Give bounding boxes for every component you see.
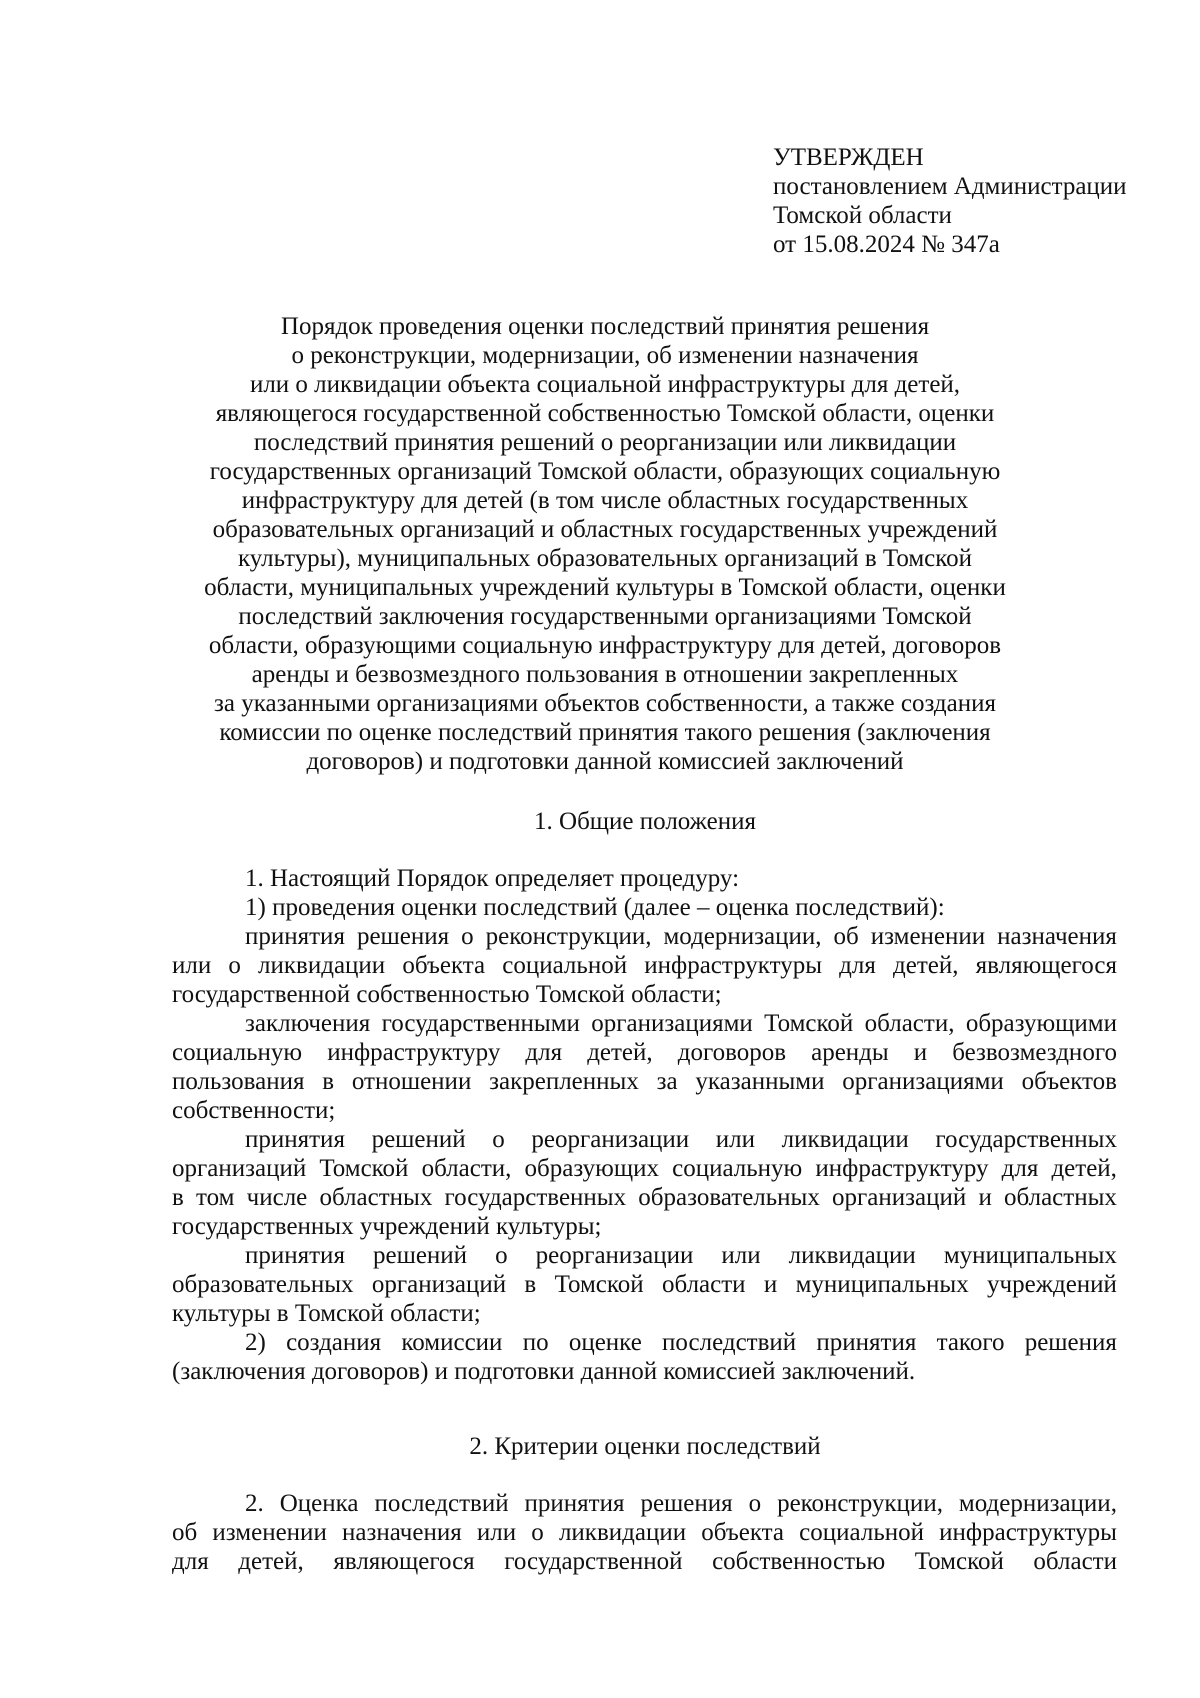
- word: решения: [640, 1490, 733, 1517]
- paragraph-line: [172, 1038, 1117, 1067]
- title-line: договоров) и подготовки данной комиссией заключений: [306, 748, 904, 775]
- word: закрепленных: [489, 1068, 639, 1095]
- word: образующих: [524, 1155, 659, 1182]
- word: в: [322, 1068, 335, 1095]
- word: принятия: [245, 1242, 345, 1269]
- word: модернизации,: [663, 923, 822, 950]
- title-line: о реконструкции, модернизации, об изменении назначения: [291, 342, 919, 369]
- word: областных: [319, 1184, 433, 1211]
- word: для: [1001, 1155, 1039, 1182]
- word: организаций: [832, 1184, 967, 1211]
- section-2-heading: 2. Критерии оценки последствий: [469, 1433, 821, 1460]
- word: образующими: [965, 1010, 1117, 1037]
- word: ликвидации: [558, 1519, 687, 1546]
- word: договоров: [677, 1039, 787, 1066]
- word: создания: [286, 1329, 382, 1356]
- title-line: области, муниципальных учреждений культуры в Томской области, оценки: [204, 574, 1006, 601]
- word: реорганизации: [535, 1242, 694, 1269]
- paragraph-line: государственных учреждений культуры;: [172, 1213, 602, 1240]
- word: и: [978, 1184, 992, 1211]
- paragraph-line: государственной собственностью Томской области;: [172, 981, 722, 1008]
- word: являющегося: [975, 952, 1117, 979]
- word: являющегося: [333, 1548, 475, 1575]
- word: Оценка: [279, 1490, 359, 1517]
- word: 2): [245, 1329, 266, 1356]
- word: в: [524, 1271, 537, 1298]
- word: социальной: [799, 1519, 924, 1546]
- paragraph-line: 1. Настоящий Порядок определяет процедуру:: [245, 865, 740, 892]
- word: образовательных: [638, 1184, 820, 1211]
- title-line: или о ликвидации объекта социальной инфраструктуры для детей,: [249, 371, 961, 398]
- word: указанными: [695, 1068, 825, 1095]
- approval-issuer: постановлением Администрации: [773, 173, 1127, 200]
- word: принятия: [245, 923, 345, 950]
- word: или: [715, 1126, 756, 1153]
- word: инфраструктуру: [815, 1155, 989, 1182]
- word: детей,: [238, 1548, 304, 1575]
- word: решений: [372, 1242, 468, 1269]
- paragraph-line: культуры в Томской области;: [172, 1300, 481, 1327]
- word: детей,: [587, 1039, 653, 1066]
- word: организациями: [842, 1068, 1004, 1095]
- word: такого: [936, 1329, 1005, 1356]
- word: муниципальных: [795, 1271, 969, 1298]
- word: Томской: [319, 1155, 409, 1182]
- paragraph-line: [172, 1489, 1117, 1518]
- word: принятия: [816, 1329, 917, 1356]
- word: Томской: [554, 1271, 644, 1298]
- section-2-body: [172, 1489, 1117, 1576]
- word: оценке: [568, 1329, 642, 1356]
- word: принятия: [524, 1490, 625, 1517]
- word: о: [228, 952, 241, 979]
- title-line: комиссии по оценке последствий принятия такого решения (заключения: [219, 719, 991, 746]
- word: образовательных: [172, 1271, 354, 1298]
- word: организаций: [371, 1271, 507, 1298]
- word: инфраструктуру: [327, 1039, 501, 1066]
- section-1-body: [172, 864, 1117, 1386]
- word: в: [172, 1184, 184, 1211]
- paragraph-line: [172, 1067, 1117, 1096]
- word: комиссии: [401, 1329, 503, 1356]
- word: реконструкции,: [485, 923, 652, 950]
- word: о: [748, 1490, 762, 1517]
- word: о: [531, 1519, 544, 1546]
- paragraph-line: [172, 1328, 1117, 1357]
- word: о: [461, 923, 474, 950]
- word: принятия: [245, 1126, 345, 1153]
- word: последствий: [374, 1490, 509, 1517]
- paragraph-line: [172, 922, 1117, 951]
- word: государственных: [935, 1126, 1117, 1153]
- word: решения: [1024, 1329, 1117, 1356]
- word: муниципальных: [943, 1242, 1117, 1269]
- paragraph-line: [172, 1270, 1117, 1299]
- paragraph-line: [172, 1154, 1117, 1183]
- word: области,: [864, 1010, 955, 1037]
- word: безвозмездного: [952, 1039, 1117, 1066]
- word: объекта: [701, 1519, 785, 1546]
- paragraph-line: 1) проведения оценки последствий (далее – оценка последствий):: [245, 894, 945, 921]
- word: назначения: [341, 1519, 462, 1546]
- paragraph-line: [172, 1547, 1117, 1576]
- word: решения: [356, 923, 450, 950]
- word: аренды: [811, 1039, 889, 1066]
- word: об: [833, 923, 859, 950]
- word: или: [476, 1519, 517, 1546]
- word: ликвидации: [781, 1126, 909, 1153]
- word: собственностью: [712, 1548, 886, 1575]
- title-line: области, образующими социальную инфраструктуру для детей, договоров: [208, 632, 1002, 659]
- word: детей,: [1051, 1155, 1117, 1182]
- approval-region: Томской области: [773, 202, 952, 229]
- approval-date-number: от 15.08.2024 № 347а: [773, 231, 1000, 258]
- word: по: [522, 1329, 549, 1356]
- word: том: [196, 1184, 235, 1211]
- word: социальную: [672, 1155, 803, 1182]
- word: о: [492, 1126, 505, 1153]
- word: социальной: [502, 952, 628, 979]
- word: реорганизации: [531, 1126, 690, 1153]
- word: заключения: [245, 1010, 371, 1037]
- word: 2.: [245, 1490, 264, 1517]
- word: области,: [421, 1155, 512, 1182]
- word: изменении: [212, 1519, 327, 1546]
- document-title: [180, 312, 1030, 776]
- word: и: [763, 1271, 778, 1298]
- word: об: [172, 1519, 198, 1546]
- title-line: являющегося государственной собственностью Томской области, оценки: [215, 400, 995, 427]
- word: области: [661, 1271, 746, 1298]
- word: ликвидации: [258, 952, 386, 979]
- paragraph-line: [172, 1241, 1117, 1270]
- title-line: последствий заключения государственными организациями Томской: [238, 603, 972, 630]
- word: решений: [371, 1126, 466, 1153]
- title-line: инфраструктуру для детей (в том числе областных государственных: [241, 487, 969, 514]
- title-line: аренды и безвозмездного пользования в отношении закрепленных: [251, 661, 959, 688]
- word: или: [172, 952, 212, 979]
- word: Томской: [914, 1548, 1004, 1575]
- word: организаций: [172, 1155, 307, 1182]
- word: для: [525, 1039, 563, 1066]
- word: объекта: [402, 952, 486, 979]
- word: инфраструктуры: [939, 1519, 1117, 1546]
- paragraph-line: [172, 951, 1117, 980]
- word: модернизации,: [958, 1490, 1117, 1517]
- approval-stamp: [773, 143, 1127, 259]
- word: изменении: [870, 923, 986, 950]
- paragraph-line: [172, 1518, 1117, 1547]
- paragraph-line: [172, 1009, 1117, 1038]
- word: о: [495, 1242, 508, 1269]
- title-line: образовательных организаций и областных государственных учреждений: [212, 516, 998, 543]
- word: и: [913, 1039, 928, 1066]
- word: организациями: [591, 1010, 753, 1037]
- paragraph-line: собственности;: [172, 1097, 336, 1124]
- word: детей,: [893, 952, 959, 979]
- title-line: последствий принятия решений о реорганизации или ликвидации: [253, 429, 957, 456]
- word: учреждений: [987, 1271, 1117, 1298]
- word: числе: [246, 1184, 308, 1211]
- paragraph-line: [172, 1125, 1117, 1154]
- word: государственными: [381, 1010, 580, 1037]
- word: для: [839, 952, 876, 979]
- word: инфраструктуры: [644, 952, 822, 979]
- word: для: [172, 1548, 209, 1575]
- title-line: Порядок проведения оценки последствий принятия решения: [280, 313, 930, 340]
- word: за: [656, 1068, 678, 1095]
- word: ликвидации: [788, 1242, 916, 1269]
- word: пользования: [172, 1068, 305, 1095]
- word: объектов: [1021, 1068, 1117, 1095]
- title-line: государственных организаций Томской области, образующих социальную: [209, 458, 1001, 485]
- word: последствий: [662, 1329, 797, 1356]
- word: области: [1033, 1548, 1117, 1575]
- word: государственных: [444, 1184, 627, 1211]
- word: социальную: [172, 1039, 303, 1066]
- approval-status: УТВЕРЖДЕН: [773, 144, 924, 171]
- word: назначения: [997, 923, 1117, 950]
- title-line: культуры), муниципальных образовательных организаций в Томской: [237, 545, 973, 572]
- word: реконструкции,: [777, 1490, 943, 1517]
- word: или: [721, 1242, 761, 1269]
- paragraph-line: [172, 1183, 1117, 1212]
- word: областных: [1004, 1184, 1117, 1211]
- paragraph-line: (заключения договоров) и подготовки данной комиссией заключений.: [172, 1358, 916, 1385]
- title-line: за указанными организациями объектов собственности, а также создания: [213, 690, 996, 717]
- section-1-heading: 1. Общие положения: [534, 808, 756, 835]
- word: Томской: [764, 1010, 854, 1037]
- word: государственной: [504, 1548, 683, 1575]
- word: отношении: [351, 1068, 472, 1095]
